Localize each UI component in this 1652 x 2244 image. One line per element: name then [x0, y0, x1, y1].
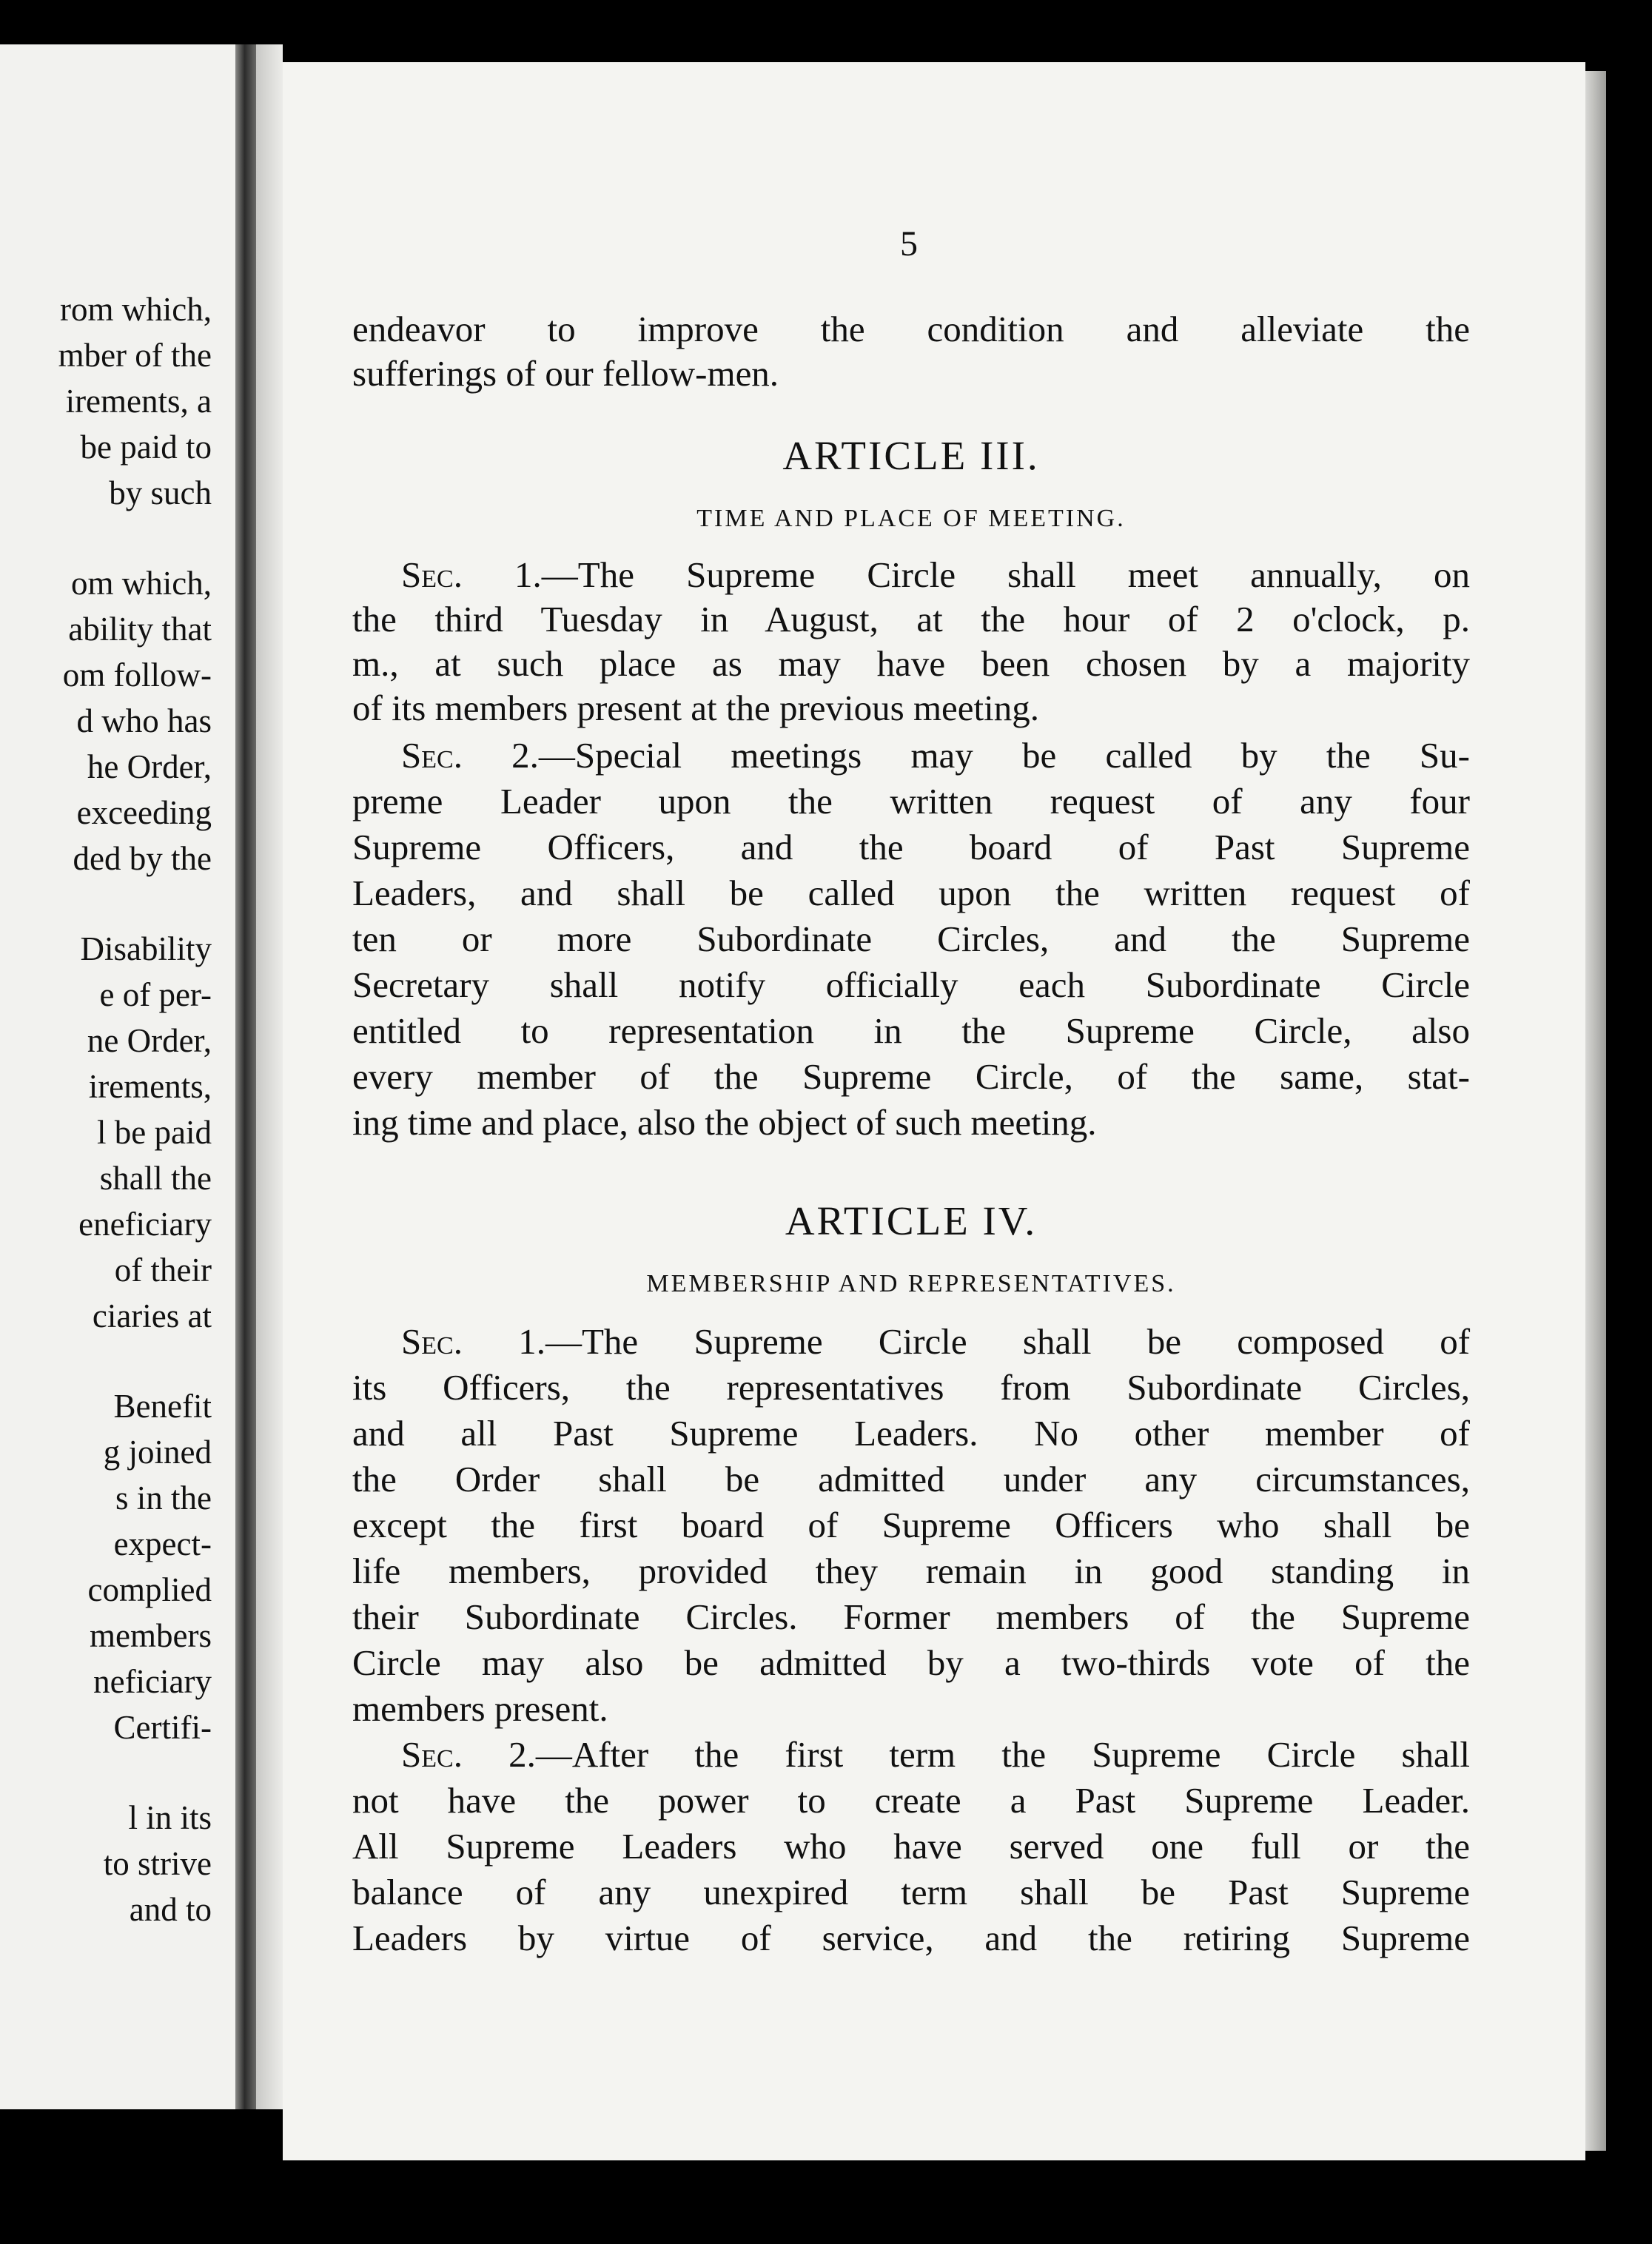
- body-text-line: entitled to representation in the Supreme Circle, also: [352, 1010, 1470, 1051]
- left-text-line: irements, a: [65, 383, 212, 420]
- section-first-line: [401, 554, 1470, 595]
- page-edge: [1585, 71, 1606, 2151]
- left-text-line: irements,: [88, 1068, 212, 1105]
- left-text-line: shall the: [99, 1160, 212, 1197]
- body-text-line: not have the power to create a Past Supreme Leader.: [352, 1780, 1470, 1821]
- left-text-line: g joined: [103, 1434, 212, 1471]
- left-text-line: mber of the: [58, 337, 212, 374]
- body-text-line: balance of any unexpired term shall be Past Supreme: [352, 1872, 1470, 1912]
- body-text-line: every member of the Supreme Circle, of the same, stat-: [352, 1056, 1470, 1097]
- left-text-line: Certifi-: [113, 1709, 212, 1746]
- page-number: 5: [900, 224, 918, 263]
- section-label: Sec. 1.: [401, 1321, 545, 1362]
- left-text-line: om follow-: [62, 656, 212, 693]
- left-text-line: rom which,: [60, 291, 212, 328]
- left-text-line: eneficiary: [78, 1206, 212, 1243]
- section-first-line: [401, 1736, 1470, 1773]
- body-text-line: Leaders, and shall be called upon the written request of: [352, 873, 1470, 913]
- left-text-line: expect-: [113, 1525, 212, 1562]
- left-text-line: ciaries at: [92, 1297, 212, 1334]
- body-text-line: Leaders by virtue of service, and the retiring Supreme: [352, 1918, 1470, 1958]
- body-text-line: their Subordinate Circles. Former members of the Supreme: [352, 1596, 1470, 1637]
- body-text-line: life members, provided they remain in good standing in: [352, 1551, 1470, 1591]
- section-label: Sec. 2.: [401, 1734, 536, 1775]
- body-text-line: ten or more Subordinate Circles, and the Supreme: [352, 918, 1470, 959]
- left-page-fragment: [0, 44, 244, 2109]
- left-text-line: to strive: [103, 1845, 212, 1882]
- body-text-line: sufferings of our fellow-men.: [352, 353, 779, 394]
- body-text-line: its Officers, the representatives from Subordinate Circles,: [352, 1367, 1470, 1408]
- body-text-line: the Order shall be admitted under any circumstances,: [352, 1459, 1470, 1499]
- section-text: —The Supreme Circle shall be composed of: [545, 1321, 1471, 1362]
- gutter-shadow: [256, 44, 283, 2109]
- body-text-line: members present.: [352, 1688, 608, 1729]
- left-text-line: of their: [114, 1252, 212, 1289]
- left-text-line: members: [90, 1617, 212, 1654]
- left-text-line: be paid to: [80, 429, 212, 466]
- left-text-line: s in the: [115, 1479, 212, 1516]
- article-subheading: TIME AND PLACE OF MEETING.: [696, 505, 1126, 532]
- left-text-line: complied: [87, 1571, 212, 1608]
- body-text-line: Secretary shall notify officially each Subordinate Circle: [352, 964, 1470, 1005]
- book-gutter: [235, 44, 256, 2109]
- body-text-line: endeavor to improve the condition and alleviate the: [352, 309, 1470, 349]
- body-text-line: the third Tuesday in August, at the hour of 2 o'clock, p.: [352, 599, 1470, 639]
- article-subheading: MEMBERSHIP AND REPRESENTATIVES.: [646, 1270, 1176, 1297]
- section-text: —Special meetings may be called by the Su-: [538, 735, 1470, 776]
- body-text-line: except the first board of Supreme Officers who shall be: [352, 1505, 1470, 1545]
- body-text-line: All Supreme Leaders who have served one full or the: [352, 1826, 1470, 1867]
- left-text-line: exceeding: [76, 794, 212, 831]
- left-text-line: om which,: [71, 565, 212, 602]
- left-text-line: Disability: [80, 930, 212, 967]
- section-first-line: [401, 735, 1470, 776]
- section-label: Sec. 1.: [401, 554, 542, 595]
- section-first-line: [401, 1323, 1470, 1360]
- section-text: —After the first term the Supreme Circle shall: [535, 1734, 1470, 1775]
- left-text-line: he Order,: [87, 748, 212, 785]
- left-text-line: and to: [129, 1891, 212, 1928]
- left-text-line: l in its: [128, 1799, 212, 1836]
- article-heading: ARTICLE IV.: [785, 1198, 1038, 1243]
- body-text-line: preme Leader upon the written request of any four: [352, 781, 1470, 822]
- article-heading: ARTICLE III.: [782, 433, 1040, 478]
- left-text-line: neficiary: [93, 1663, 212, 1700]
- body-text-line: ing time and place, also the object of such meeting.: [352, 1102, 1097, 1143]
- body-text-line: m., at such place as may have been chosen by a majority: [352, 643, 1470, 684]
- body-text-line: of its members present at the previous meeting.: [352, 688, 1040, 728]
- left-text-line: ne Order,: [87, 1022, 212, 1059]
- left-text-line: ded by the: [73, 840, 212, 877]
- section-label: Sec. 2.: [401, 735, 539, 776]
- left-text-line: d who has: [76, 702, 212, 739]
- left-text-line: e of per-: [99, 976, 212, 1013]
- left-text-line: ability that: [68, 611, 212, 648]
- body-text-line: Supreme Officers, and the board of Past Supreme: [352, 827, 1470, 867]
- section-text: —The Supreme Circle shall meet annually, on: [541, 554, 1470, 595]
- left-text-line: by such: [109, 474, 212, 511]
- body-text-line: and all Past Supreme Leaders. No other member of: [352, 1413, 1470, 1454]
- left-text-line: Benefit: [113, 1388, 212, 1425]
- left-text-line: l be paid: [97, 1114, 212, 1151]
- body-text-line: Circle may also be admitted by a two-thirds vote of the: [352, 1642, 1470, 1683]
